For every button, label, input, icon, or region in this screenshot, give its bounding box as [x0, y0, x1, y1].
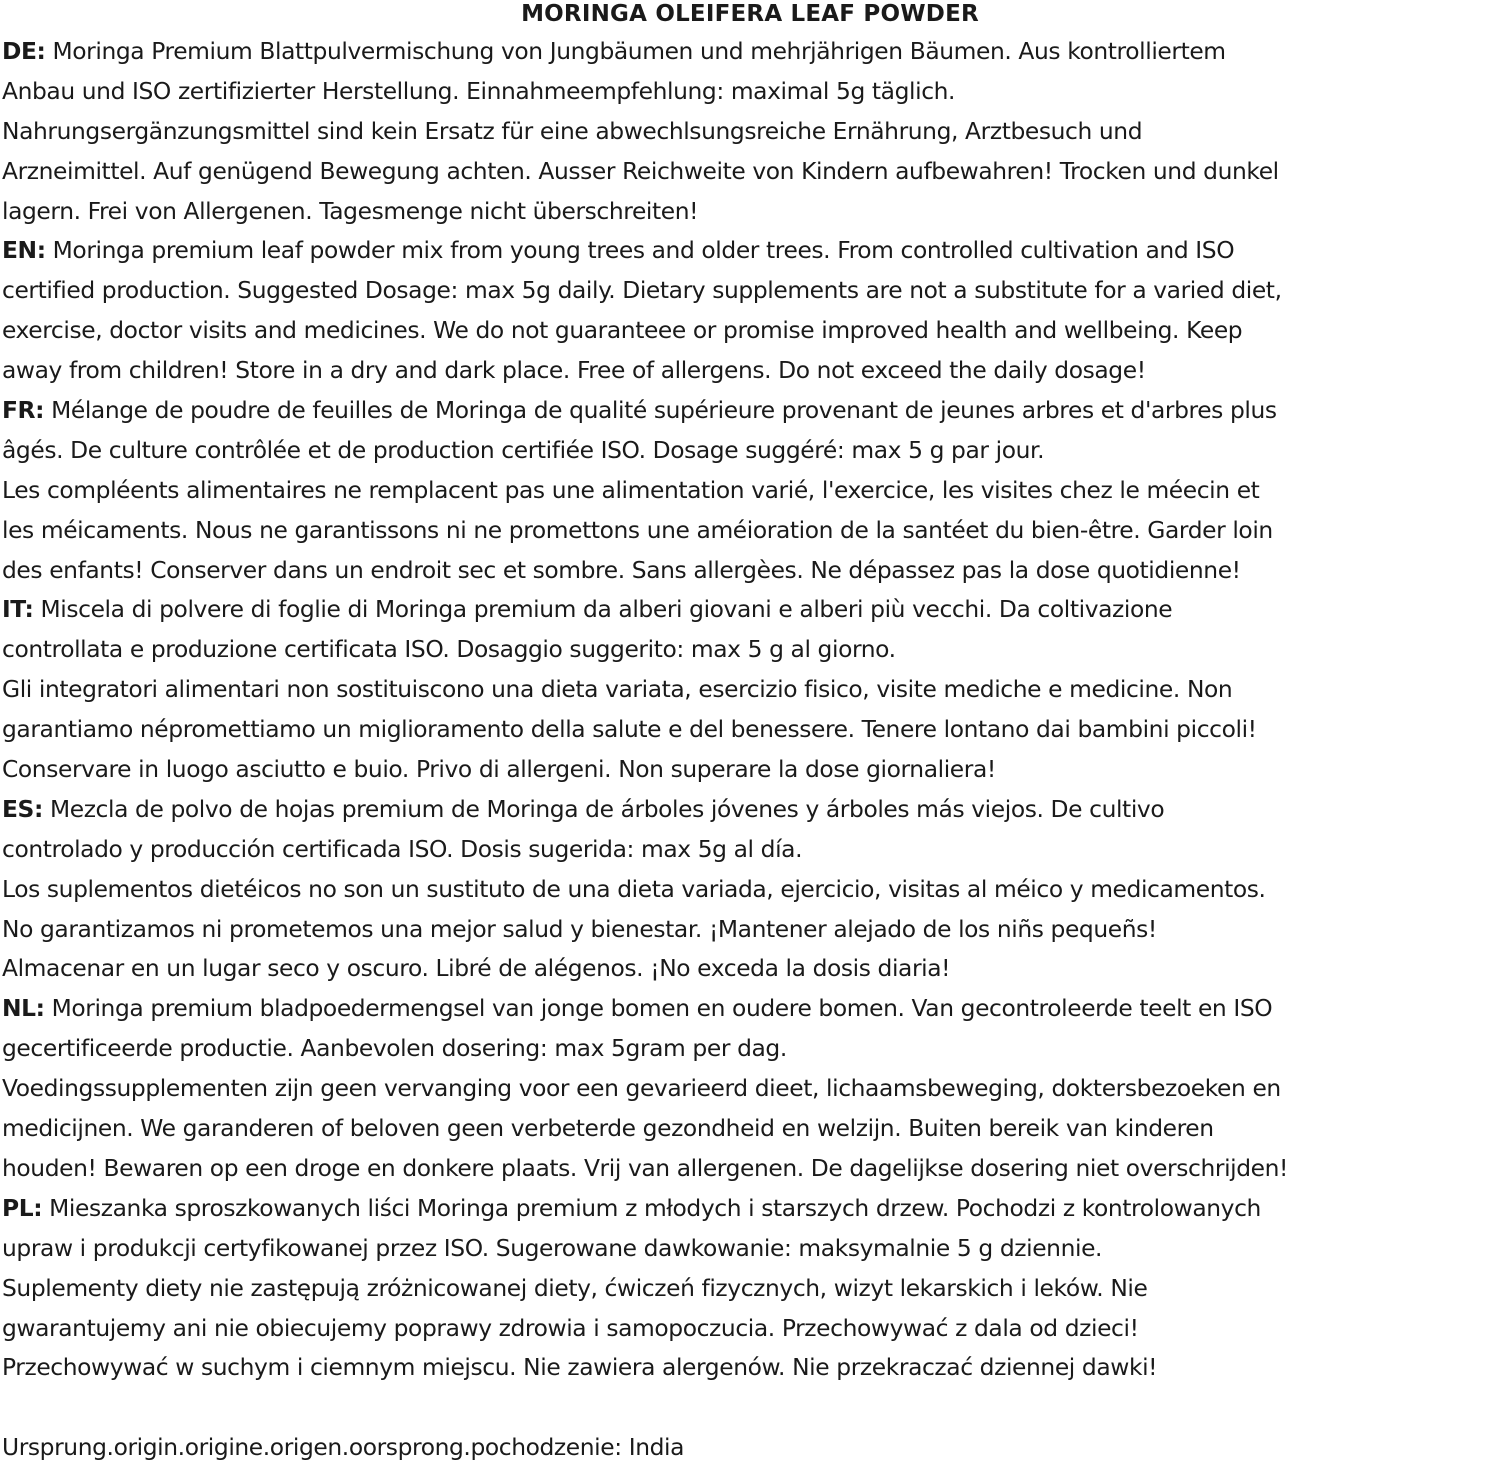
label-text-block — [2, 32, 1498, 1468]
section-en-line-2: certified production. Suggested Dosage: max 5g daily. Dietary supplements are not a substitute for a varied diet, — [2, 276, 1282, 305]
language-code-pl: PL: — [2, 1193, 43, 1222]
section-fr-line-3: Les compléents alimentaires ne remplacent pas une alimentation varié, l'exercice, les visites chez le méecin et — [2, 475, 1260, 504]
origin-line: Ursprung.origin.origine.origen.oorsprong.pochodzenie: India — [2, 1433, 685, 1462]
section-en-line-1: EN: Moringa premium leaf powder mix from young trees and older trees. From controlled cultivation and ISO — [2, 236, 1235, 265]
section-fr-line-5: des enfants! Conserver dans un endroit sec et sombre. Sans allergèes. Ne dépassez pas la dose quotidienne! — [2, 555, 1241, 584]
section-pl-line-1: PL: Mieszanka sproszkowanych liści Moringa premium z młodych i starszych drzew. Pochodzi z kontrolowanych — [2, 1193, 1261, 1222]
section-en-line-3: exercise, doctor visits and medicines. We do not guaranteee or promise improved health and wellbeing. Keep — [2, 316, 1243, 345]
section-it-line-5: Conservare in luogo asciutto e buio. Privo di allergeni. Non superare la dose giornaliera! — [2, 755, 996, 784]
section-it-line-3: Gli integratori alimentari non sostituiscono una dieta variata, esercizio fisico, visite mediche e medicine. Non — [2, 675, 1233, 704]
section-es-line-2: controlado y producción certificada ISO. Dosis sugerida: max 5g al día. — [2, 834, 803, 863]
section-pl-line-2: upraw i produkcji certyfikowanej przez ISO. Sugerowane dawkowanie: maksymalnie 5 g dziennie. — [2, 1233, 1103, 1262]
section-de-line-1: DE: Moringa Premium Blattpulvermischung von Jungbäumen und mehrjährigen Bäumen. Aus kontrolliertem — [2, 37, 1226, 65]
section-pl-line-3: Suplementy diety nie zastępują zróżnicowanej diety, ćwiczeń fizycznych, wizyt lekarskich i leków. Nie — [2, 1273, 1148, 1302]
section-de-line-3: Nahrungsergänzungsmittel sind kein Ersatz für eine abwechlsungsreiche Ernährung, Arztbesuch und — [2, 116, 1143, 145]
section-de-line-4: Arzneimittel. Auf genügend Bewegung achten. Ausser Reichweite von Kindern aufbewahren! Trocken und dunkel — [2, 156, 1279, 185]
section-de-line-5: lagern. Frei von Allergenen. Tagesmenge nicht überschreiten! — [2, 196, 699, 225]
section-fr-line-1: FR: Mélange de poudre de feuilles de Moringa de qualité supérieure provenant de jeunes arbres et d'arbres plus — [2, 396, 1277, 425]
section-fr-line-2: âgés. De culture contrôlée et de production certifiée ISO. Dosage suggéré: max 5 g par jour. — [2, 435, 1045, 464]
section-pl-line-5: Przechowywać w suchym i ciemnym miejscu. Nie zawiera alergenów. Nie przekraczać dziennej dawki! — [2, 1353, 1158, 1382]
section-nl-line-3: Voedingssupplementen zijn geen vervanging voor een gevarieerd dieet, lichaamsbeweging, doktersbezoeken en — [2, 1074, 1281, 1103]
section-es-line-3: Los suplementos dietéicos no son un sustituto de una dieta variada, ejercicio, visitas al méico y medicamentos. — [2, 874, 1266, 903]
section-it-line-2: controllata e produzione certificata ISO. Dosaggio suggerito: max 5 g al giorno. — [2, 635, 896, 664]
spacer — [2, 1388, 1498, 1428]
section-pl-line-4: gwarantujemy ani nie obiecujemy poprawy zdrowia i samopoczucia. Przechowywać z dala od dzieci! — [2, 1313, 1139, 1342]
section-nl-line-2: gecertificeerde productie. Aanbevolen dosering: max 5gram per dag. — [2, 1034, 787, 1063]
section-nl-line-5: houden! Bewaren op een droge en donkere plaats. Vrij van allergenen. De dagelijkse dosering niet overschrijden! — [2, 1153, 1289, 1182]
language-code-it: IT: — [2, 595, 34, 624]
section-es-line-5: Almacenar en un lugar seco y oscuro. Libré de alégenos. ¡No exceda la dosis diaria! — [2, 954, 951, 983]
section-de-line-2: Anbau und ISO zertifizierter Herstellung. Einnahmeempfehlung: maximal 5g täglich. — [2, 76, 956, 105]
language-code-en: EN: — [2, 236, 46, 265]
section-nl-line-1: NL: Moringa premium bladpoedermengsel van jonge bomen en oudere bomen. Van gecontroleerde teelt en ISO — [2, 994, 1273, 1023]
language-code-de: DE: — [2, 37, 46, 65]
section-es-line-1: ES: Mezcla de polvo de hojas premium de Moringa de árboles jóvenes y árboles más viejos. De cultivo — [2, 794, 1165, 823]
section-it-line-1: IT: Miscela di polvere di foglie di Moringa premium da alberi giovani e alberi più vecchi. Da coltivazione — [2, 595, 1173, 624]
section-fr-line-4: les méicaments. Nous ne garantissons ni ne promettons une améioration de la santéet du bien-être. Garder loin — [2, 515, 1273, 544]
product-title: MORINGA OLEIFERA LEAF POWDER — [521, 1, 979, 27]
section-nl-line-4: medicijnen. We garanderen of beloven geen verbeterde gezondheid en welzijn. Buiten bereik van kinderen — [2, 1114, 1214, 1143]
section-es-line-4: No garantizamos ni prometemos una mejor salud y bienestar. ¡Mantener alejado de los niñs pequeñs! — [2, 914, 1157, 943]
section-en-line-4: away from children! Store in a dry and dark place. Free of allergens. Do not exceed the daily dosage! — [2, 356, 1146, 385]
section-it-line-4: garantiamo népromettiamo un miglioramento della salute e del benessere. Tenere lontano dai bambini piccoli! — [2, 715, 1257, 744]
language-code-nl: NL: — [2, 994, 45, 1023]
language-code-fr: FR: — [2, 396, 45, 425]
language-code-es: ES: — [2, 794, 43, 823]
